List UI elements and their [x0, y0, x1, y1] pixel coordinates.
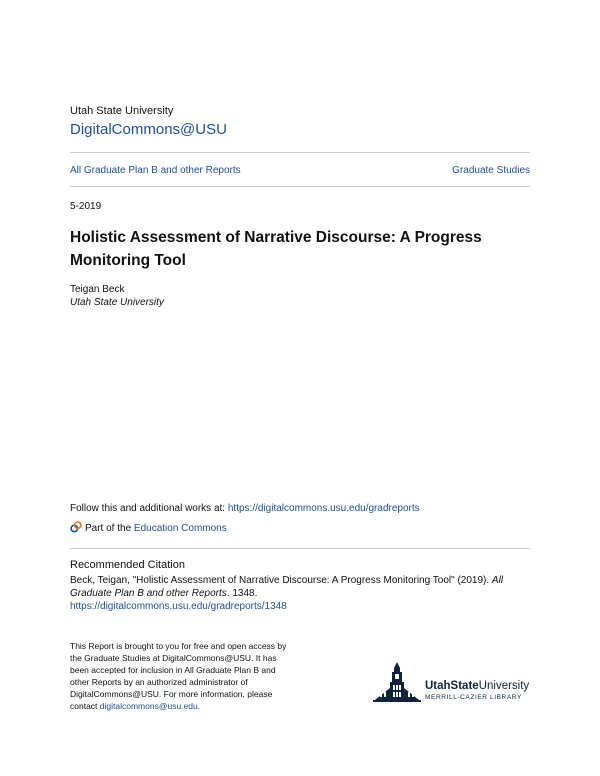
divider-top: [70, 152, 530, 153]
follow-url-link[interactable]: https://digitalcommons.usu.edu/gradreports: [227, 503, 420, 514]
logo-wordmark: [425, 679, 529, 693]
citation-body: [70, 574, 540, 613]
citation-text: Beck, Teigan, "Holistic Assessment of Narrative Discourse: A Progress Monitoring Tool" (2019).: [70, 575, 492, 586]
institution-name: Utah State University: [70, 105, 174, 117]
divider-nav: [70, 186, 530, 187]
divider-citation: [70, 548, 530, 549]
collection-link[interactable]: All Graduate Plan B and other Reports: [70, 165, 241, 176]
access-note: [70, 640, 320, 712]
logo-wordmark-regular: University: [478, 680, 530, 692]
title-line-1: Holistic Assessment of Narrative Discourse: A Progress: [70, 229, 482, 246]
note-line-4: other Reports by an authorized administrator of: [70, 677, 248, 687]
note-line-5: DigitalCommons@USU. For more information, please: [70, 689, 273, 699]
author-affiliation: Utah State University: [70, 297, 164, 308]
follow-line: [70, 502, 420, 515]
logo-subline: MERRILL-CAZIER LIBRARY: [425, 694, 522, 701]
note-line-2: the Graduate Studies at DigitalCommons@USU. It has: [70, 653, 277, 663]
logo-wordmark-bold: UtahState: [425, 680, 479, 692]
author-name: Teigan Beck: [70, 284, 125, 295]
graduate-studies-link[interactable]: Graduate Studies: [452, 165, 530, 176]
citation-heading: Recommended Citation: [70, 559, 185, 571]
citation-number: . 1348.: [226, 588, 258, 599]
usu-library-logo: [372, 660, 537, 710]
repository-link[interactable]: DigitalCommons@USU: [70, 121, 227, 138]
note-line-3: been accepted for inclusion in All Graduate Plan B and: [70, 665, 276, 675]
part-of-line: [70, 521, 227, 535]
note-contact-suffix: .: [197, 701, 201, 711]
citation-url-link[interactable]: https://digitalcommons.usu.edu/gradreports/1348: [70, 601, 287, 612]
citation-line-2: [70, 587, 540, 600]
open-access-icon: [70, 521, 82, 533]
citation-series-part2: Graduate Plan B and other Reports: [70, 588, 227, 599]
note-line-1: This Report is brought to you for free and open access by: [70, 641, 287, 651]
old-main-tower-icon: [372, 660, 422, 706]
part-of-prefix: Part of the: [85, 523, 134, 534]
note-contact-prefix: contact: [70, 701, 100, 711]
title-line-2: Monitoring Tool: [70, 252, 186, 269]
document-title: [70, 226, 540, 272]
note-line-6: [70, 700, 320, 712]
publication-date: 5-2019: [70, 201, 102, 212]
contact-email-link[interactable]: digitalcommons@usu.edu: [99, 701, 198, 711]
citation-series-part1: All: [491, 575, 504, 586]
follow-prefix: Follow this and additional works at:: [70, 503, 228, 514]
citation-line-1: [70, 574, 540, 587]
education-commons-link[interactable]: Education Commons: [133, 523, 227, 534]
